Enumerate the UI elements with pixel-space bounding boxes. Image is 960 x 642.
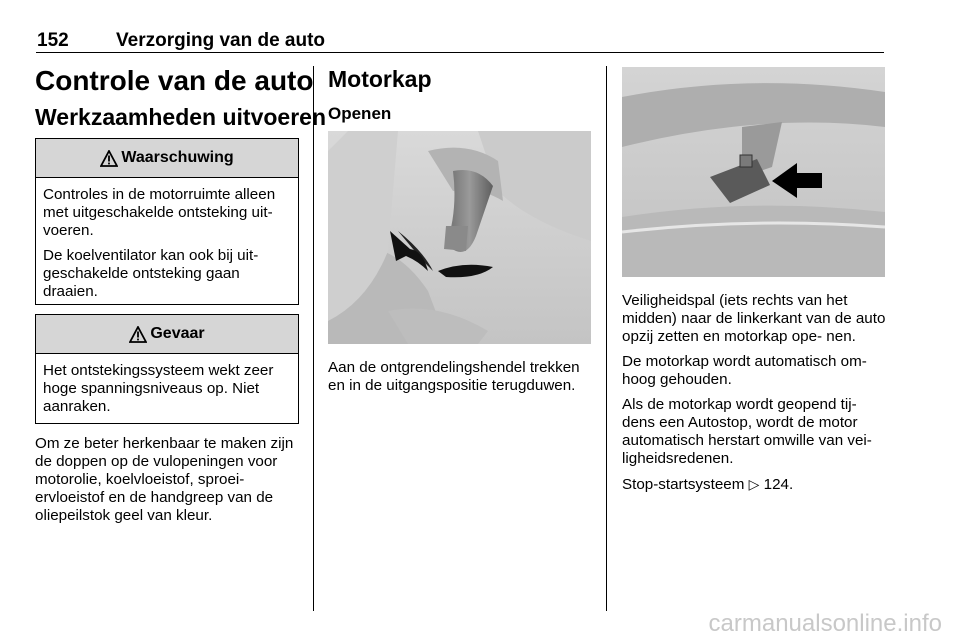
- motorkap-heading: Motorkap: [328, 66, 432, 92]
- body-paragraph: Veiligheidspal (iets rechts van het midden) naar de linkerkant van de auto opzij zetten en motorkap ope- nen.: [622, 292, 886, 345]
- body-paragraph: Om ze beter herkenbaar te maken zijn de doppen op de vulopeningen voor motorolie, koelvloeistof, sproei- ervloeistof en de handgreep van de oliepeilstok geel van kleur.: [35, 435, 294, 524]
- danger-body: [36, 354, 298, 416]
- section-heading: Controle van de auto: [35, 65, 314, 96]
- warning-title: Waarschuwing: [121, 149, 234, 166]
- warning-box: [35, 138, 299, 305]
- warning-body: [36, 178, 298, 301]
- openen-subheading: Openen: [328, 104, 392, 123]
- reference-text: Stop-startsysteem: [622, 476, 745, 493]
- watermark: carmanualsonline.info: [708, 610, 942, 637]
- figure-caption: Aan de ontgrendelingshendel trekken en in de uitgangspositie terugduwen.: [328, 359, 580, 394]
- column-divider-right: [606, 66, 607, 611]
- safety-catch-illustration: [622, 67, 885, 277]
- chapter-title: Verzorging van de auto: [116, 30, 326, 51]
- section-subheading: Werkzaamheden uitvoeren: [35, 104, 327, 130]
- release-lever-illustration: [328, 131, 591, 344]
- body-paragraph: De motorkap wordt automatisch om- hoog gehouden.: [622, 353, 867, 388]
- warning-triangle-icon: [129, 326, 147, 343]
- column-divider-left: [313, 66, 314, 611]
- header-rule: [36, 52, 884, 53]
- danger-title: Gevaar: [150, 325, 205, 342]
- reference-arrow-icon: ▷: [748, 476, 760, 492]
- warning-paragraph: De koelventilator kan ook bij uit- geschakelde ontsteking gaan draaien.: [43, 247, 259, 300]
- warning-paragraph: Controles in de motorruimte alleen met uitgeschakelde ontsteking uit- voeren.: [43, 186, 276, 239]
- danger-box: [35, 314, 299, 424]
- warning-triangle-icon: [100, 150, 118, 167]
- page-number: 152: [37, 30, 69, 51]
- caption-text: [328, 359, 596, 402]
- cross-reference[interactable]: [622, 475, 890, 494]
- danger-paragraph: Het ontstekingssysteem wekt zeer hoge spanningsniveaus op. Niet aanraken.: [43, 362, 274, 415]
- danger-header: [36, 315, 298, 354]
- warning-header: [36, 139, 298, 178]
- reference-page: 124.: [763, 476, 794, 493]
- body-text: [35, 435, 303, 532]
- body-paragraph: Als de motorkap wordt geopend tij- dens een Autostop, wordt de motor automatisch herstart omwille van vei- ligheidsredenen.: [622, 396, 872, 467]
- right-body-text: [622, 292, 890, 501]
